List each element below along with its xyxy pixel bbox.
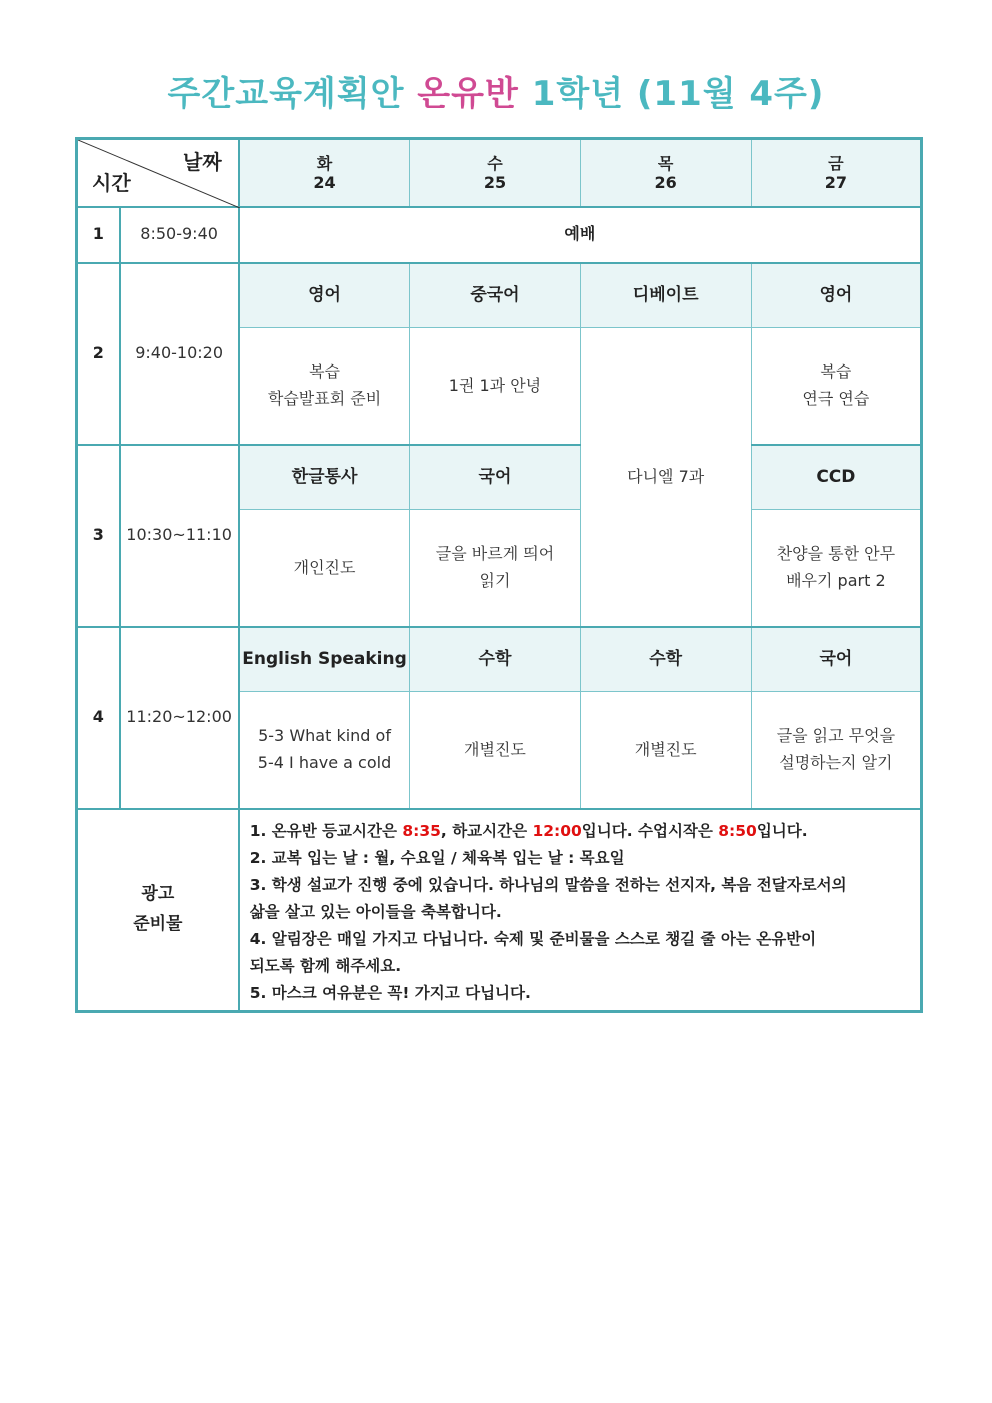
content-cell xyxy=(751,510,921,627)
content-line: 5-3 What kind of xyxy=(258,726,391,746)
day-header-thu xyxy=(580,139,751,207)
notice-line: 2. 교복 입는 날 : 월, 수요일 / 체육복 입는 날 : 목요일 xyxy=(249,848,625,867)
subject-cell: 영어 xyxy=(239,263,410,328)
subject-cell: 영어 xyxy=(751,263,921,328)
class-start-time: 8:50 xyxy=(718,821,757,840)
title-grade-week: 1학년 (11월 4주) xyxy=(531,74,825,114)
notice-label-cell xyxy=(77,809,239,1012)
page-title xyxy=(0,66,992,115)
day-date: 27 xyxy=(824,172,847,192)
day-date: 24 xyxy=(313,172,336,192)
content-cell: 개별진도 xyxy=(580,692,751,809)
corner-header-cell xyxy=(77,139,239,207)
content-cell xyxy=(751,328,921,445)
content-line: 복습 xyxy=(309,362,340,382)
content-line: 학습발표회 준비 xyxy=(267,388,382,408)
content-line: 글을 바르게 띄어 xyxy=(435,544,555,564)
content-line: 찬양을 통한 안무 xyxy=(776,544,896,564)
worship-cell: 예배 xyxy=(239,207,922,263)
content-line: 배우기 part 2 xyxy=(786,570,886,590)
title-class: 온유반 xyxy=(417,74,519,114)
content-cell xyxy=(751,692,921,809)
period-time: 10:30~11:10 xyxy=(120,445,239,627)
subject-cell: 국어 xyxy=(410,445,580,510)
corner-time-label: 시간 xyxy=(92,170,131,195)
content-cell xyxy=(410,510,580,627)
period-time: 8:50-9:40 xyxy=(120,207,239,263)
subject-cell: 중국어 xyxy=(410,263,580,328)
subject-cell: CCD xyxy=(751,445,921,510)
day-header-fri xyxy=(751,139,921,207)
notice-line: 3. 학생 설교가 진행 중에 있습니다. 하나님의 말씀을 전하는 선지자, 복음 전달자로서의 xyxy=(249,875,847,894)
corner-date-label: 날짜 xyxy=(183,150,222,174)
period-time: 9:40-10:20 xyxy=(120,263,239,445)
content-cell xyxy=(239,692,410,809)
period-number: 4 xyxy=(77,627,120,809)
dismissal-time: 12:00 xyxy=(532,821,582,840)
subject-cell: 수학 xyxy=(410,627,580,692)
subject-cell: 디베이트 xyxy=(580,263,751,328)
content-line: 글을 읽고 무엇을 xyxy=(776,726,896,746)
day-name: 금 xyxy=(828,153,844,173)
period-time: 11:20~12:00 xyxy=(120,627,239,809)
supplies-label: 준비물 xyxy=(133,913,183,934)
content-cell: 1권 1과 안녕 xyxy=(410,328,580,445)
arrival-time: 8:35 xyxy=(402,821,441,840)
content-cell xyxy=(239,328,410,445)
day-header-tue xyxy=(239,139,410,207)
day-name: 목 xyxy=(657,153,674,173)
content-cell: 개인진도 xyxy=(239,510,410,627)
day-name: 수 xyxy=(487,153,503,173)
notice-content-cell xyxy=(239,809,922,1012)
notice-line: 5. 마스크 여유분은 꼭! 가지고 다닙니다. xyxy=(249,983,531,1002)
debate-merged-cell: 다니엘 7과 xyxy=(580,328,751,627)
content-line: 설명하는지 알기 xyxy=(779,752,893,772)
content-line: 연극 연습 xyxy=(802,388,870,408)
title-plan: 주간교육계획안 xyxy=(167,74,405,114)
content-cell: 개별진도 xyxy=(410,692,580,809)
content-line: 복습 xyxy=(820,362,852,382)
day-name: 화 xyxy=(316,153,333,173)
subject-cell: English Speaking xyxy=(239,627,410,692)
period-number: 2 xyxy=(77,263,120,445)
subject-cell: 수학 xyxy=(580,627,751,692)
day-date: 26 xyxy=(654,172,677,192)
notice-line: 4. 알림장은 매일 가지고 다닙니다. 숙제 및 준비물을 스스로 챙길 줄 아는 온유반이 xyxy=(249,929,817,948)
day-date: 25 xyxy=(483,172,507,192)
notice-label: 광고 xyxy=(141,884,175,904)
day-header-wed xyxy=(410,139,580,207)
weekly-schedule-table xyxy=(75,137,923,1013)
notice-line: 삶을 살고 있는 아이들을 축복합니다. xyxy=(249,902,502,921)
notice-line: 1. 온유반 등교시간은 8:35, 하교시간은 12:00입니다. 수업시작은 8:50입니다. xyxy=(249,821,808,840)
content-line: 읽기 xyxy=(479,570,511,590)
period-number: 3 xyxy=(77,445,120,627)
period-number: 1 xyxy=(77,207,120,263)
subject-cell: 국어 xyxy=(751,627,921,692)
notice-line: 되도록 함께 해주세요. xyxy=(249,956,402,975)
subject-cell: 한글통사 xyxy=(239,445,410,510)
content-line: 5-4 I have a cold xyxy=(257,752,392,772)
